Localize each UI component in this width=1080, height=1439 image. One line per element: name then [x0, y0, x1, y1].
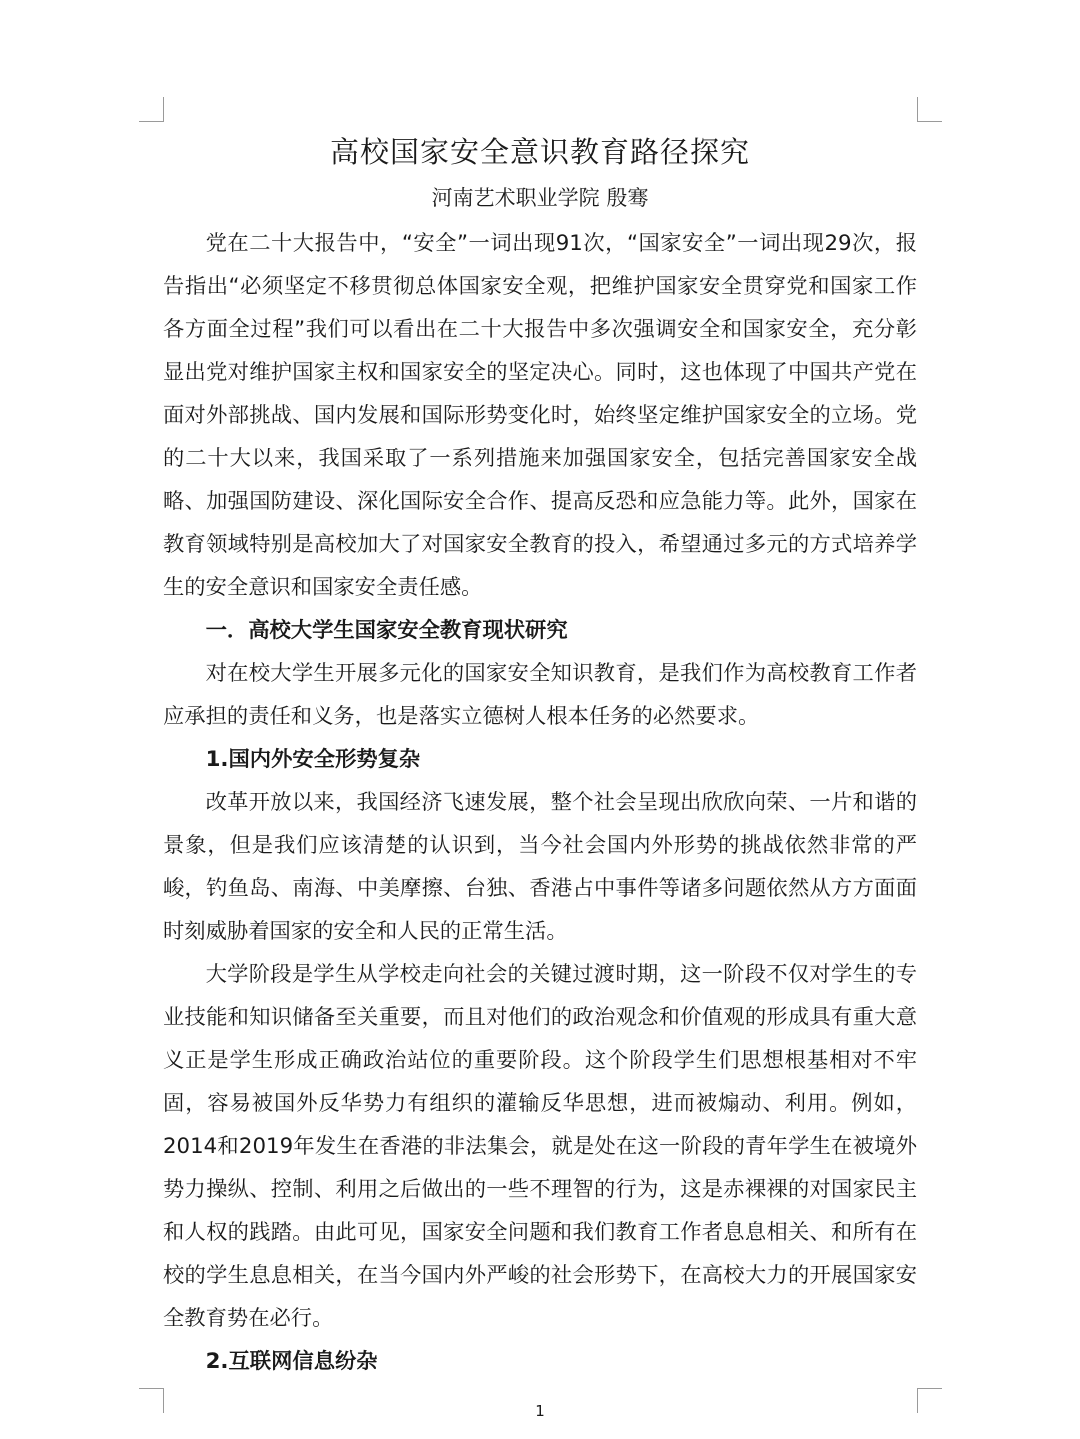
subsection-heading-2: 2.互联网信息纷杂	[205, 1349, 378, 1374]
document-author: 河南艺术职业学院 殷骞	[431, 186, 649, 210]
page-number: 1	[535, 1402, 545, 1420]
paragraph-section-1: 对在校大学生开展多元化的国家安全知识教育，是我们作为高校教育工作者应承担的责任和义务，也是落实立德树人根本任务的必然要求。	[163, 661, 917, 729]
subsection-heading-1: 1.国内外安全形势复杂	[205, 747, 421, 772]
paragraph-subsection-1b: 大学阶段是学生从学校走向社会的关键过渡时期，这一阶段不仅对学生的专业技能和知识储备至关重要，而且对他们的政治观念和价值观的形成具有重大意义正是学生形成正确政治站位的重要阶段。这个阶段学生们思想根基相对不牢固，容易被国外反华势力有组织的灌输反华思想，进而被煽动、利用。例如，2014和2019年发生在香港的非法集会，就是处在这一阶段的青年学生在被境外势力操纵、控制、利用之后做出的一些不理智的行为，这是赤裸裸的对国家民主和人权的践踏。由此可见，国家安全问题和我们教育工作者息息相关、和所有在校的学生息息相关，在当今国内外严峻的社会形势下，在高校大力的开展国家安全教育势在必行。	[163, 962, 917, 1331]
corner-mark-top-left	[139, 97, 164, 122]
corner-mark-top-right	[917, 97, 942, 122]
section-heading-1: 一．高校大学生国家安全教育现状研究	[205, 618, 568, 643]
document-title: 高校国家安全意识教育路径探究	[329, 135, 750, 169]
page-content	[163, 128, 917, 1383]
paragraph-subsection-1: 改革开放以来，我国经济飞速发展，整个社会呈现出欣欣向荣、一片和谐的景象，但是我们应该清楚的认识到，当今社会国内外形势的挑战依然非常的严峻，钓鱼岛、南海、中美摩擦、台独、香港占中事件等诸多问题依然从方方面面时刻威胁着国家的安全和人民的正常生活。	[163, 790, 917, 944]
paragraph-intro: 党在二十大报告中，“安全”一词出现91次，“国家安全”一词出现29次，报告指出“必须坚定不移贯彻总体国家安全观，把维护国家安全贯穿党和国家工作各方面全过程”我们可以看出在二十大报告中多次强调安全和国家安全，充分彰显出党对维护国家主权和国家安全的坚定决心。同时，这也体现了中国共产党在面对外部挑战、国内发展和国际形势变化时，始终坚定维护国家安全的立场。党的二十大以来，我国采取了一系列措施来加强国家安全，包括完善国家安全战略、加强国防建设、深化国际安全合作、提高反恐和应急能力等。此外，国家在教育领域特别是高校加大了对国家安全教育的投入，希望通过多元的方式培养学生的安全意识和国家安全责任感。	[163, 231, 917, 600]
